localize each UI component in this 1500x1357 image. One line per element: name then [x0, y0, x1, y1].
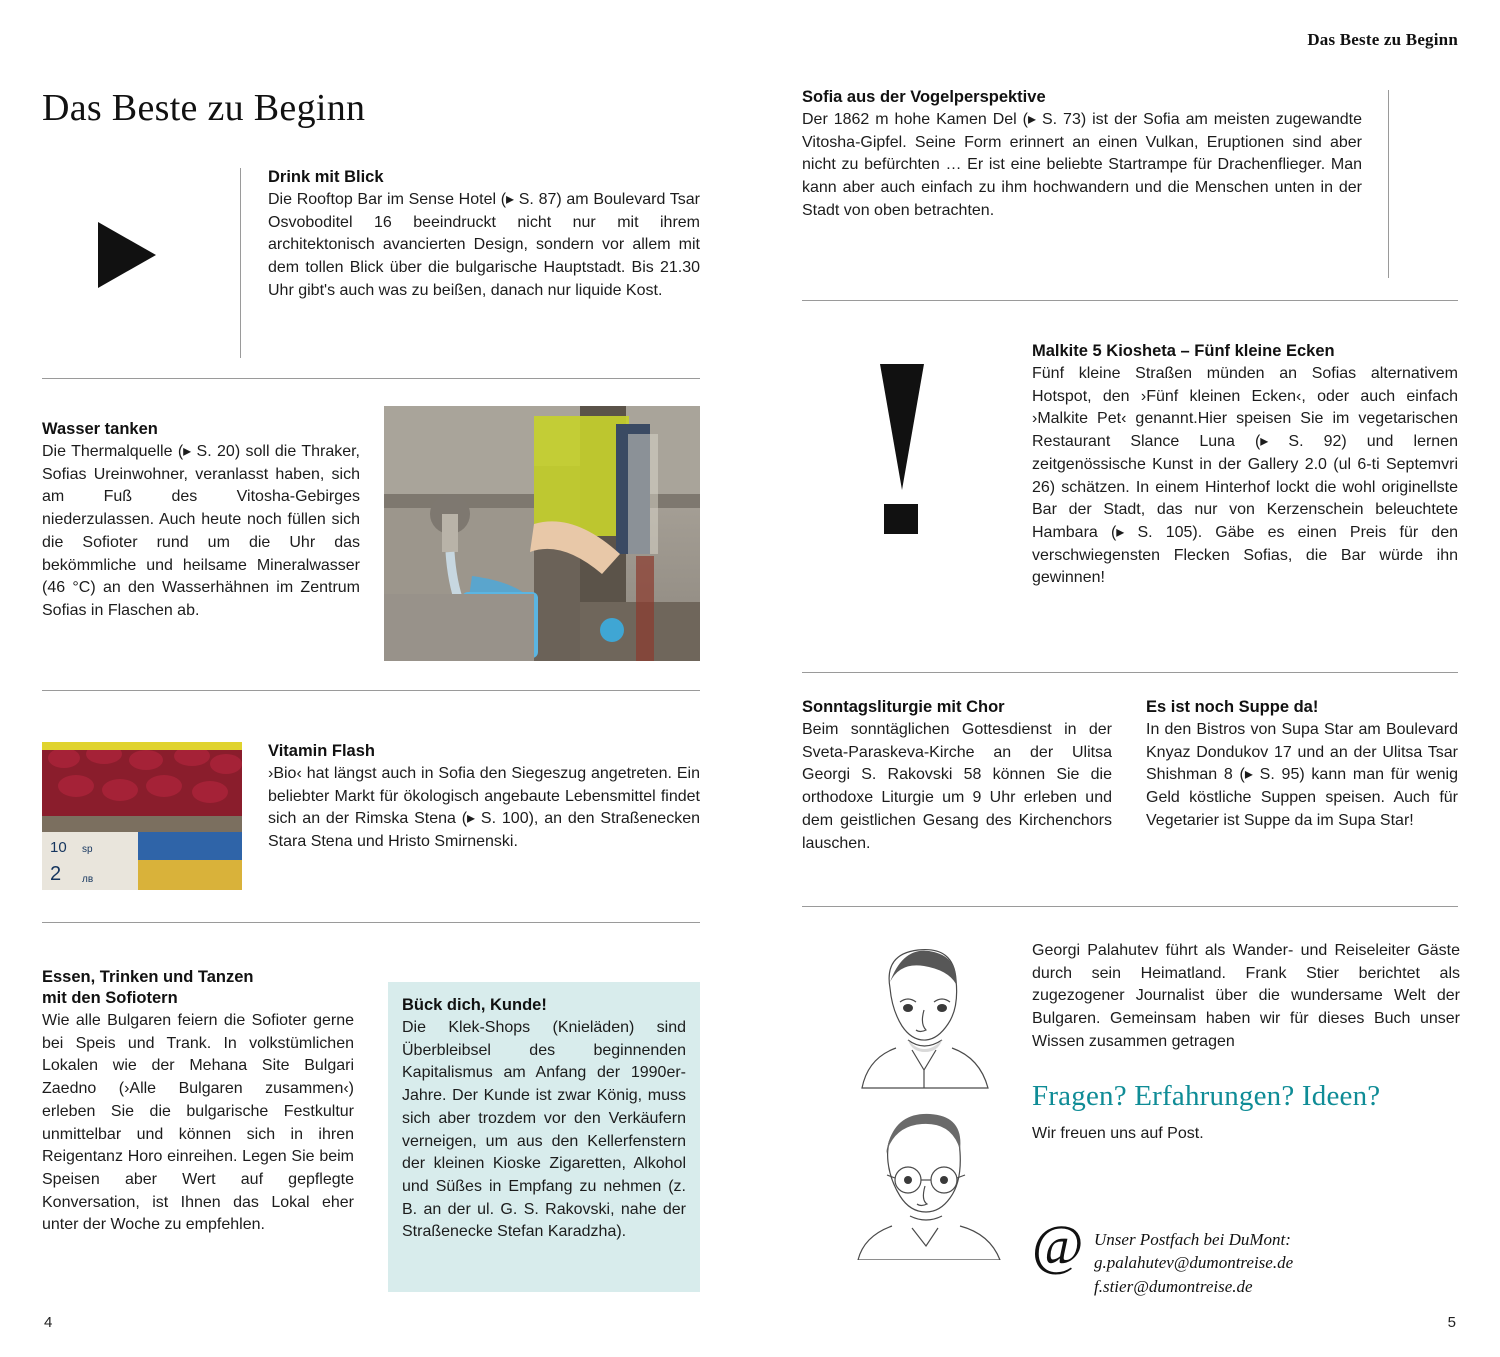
folio-left: 4	[44, 1314, 53, 1331]
section-title: Sonntagsliturgie mit Chor	[802, 698, 1005, 716]
divider-rule	[42, 378, 700, 379]
section-body: Wie alle Bulgaren feiern die Sofioter gerne bei Speis und Trank. In volkstümlichen Lokalen wie der Mehana Site Bulgari Zaedno (›Alle Bulgaren zusammen‹) erleben Sie die bulgarische Festkultur unmittelbar und können sich in ihren Reigentanz Horo einreihen. Legen Sie beim Speisen aber Wert auf gepflegte Konversation, ist Ihnen das Lokal eher unter der Woche zu empfehlen.	[42, 1012, 354, 1234]
divider-rule	[802, 300, 1458, 301]
divider-rule	[42, 922, 700, 923]
exclamation-bar	[880, 364, 924, 490]
svg-text:10: 10	[50, 839, 67, 856]
section-es-ist-noch-suppe-da	[1146, 698, 1458, 833]
section-title-line1: Essen, Trinken und Tanzen	[42, 968, 254, 986]
section-sonntagsliturgie	[802, 698, 1112, 855]
section-body: Die Klek-Shops (Knieläden) sind Überbleibsel des beginnenden Kapitalismus am Anfang der 1990er-Jahre. Der Kunde ist zwar König, muss sich aber trozdem vor den Verkäufern verneigen, um aus den Kellerfenstern der kleinen Kioske Zigaretten, Alkohol und Süßes in Empfang zu nehmen (z. B. an der ul. G. S. Rakovski, nahe der Straßenecke Stefan Karadzha).	[402, 1019, 686, 1241]
section-title: Es ist noch Suppe da!	[1146, 698, 1319, 716]
section-title: Vitamin Flash	[268, 742, 375, 760]
section-body: Der 1862 m hohe Kamen Del (▸ S. 73) ist der Sofia am meisten zugewandte Vitosha-Gipfel. Seine Form erinnert an einen Vulkan, Eruptionen sind aber nicht zu befürchten … Er ist eine beliebte Startrampe für Drachenflieger. Man kann aber auch einfach zu ihm hochwandern und die Menschen unten in der Stadt von oben betrachten.	[802, 111, 1362, 219]
exclamation-dot	[884, 504, 918, 534]
at-sign-icon: @	[1032, 1215, 1084, 1277]
section-title: Malkite 5 Kiosheta – Fünf kleine Ecken	[1032, 342, 1335, 360]
divider-rule	[802, 672, 1458, 673]
photo-water-fountain	[384, 406, 700, 661]
section-essen-trinken-tanzen	[42, 968, 354, 1237]
section-vitamin-flash	[268, 742, 700, 854]
running-head: Das Beste zu Beginn	[1307, 30, 1458, 49]
drink-divider-vertical	[240, 168, 241, 358]
section-body: Fünf kleine Straßen münden an Sofias alternativem Hotspot, den ›Fünf kleinen Ecken‹, oder auch einfach ›Malkite Pet‹ genannt.Hier speisen Sie im vegetarischen Restaurant Slance Luna (▸ S. 92) und lernen zeitgenössische Kunst in der Gallery 2.0 (ul 6-ti Septemvri 26) schätzen. In einem Hinterhof lockt die wohl originellste Bar der Stadt, das nur von Kerzenschein beleuchtete Hambara (▸ S. 105). Gäbe es einen Preis für den verschwiegensten Flecken Sofias, die Bar würde ihn gewinnen!	[1032, 365, 1458, 587]
section-wasser-tanken	[42, 420, 360, 623]
photo-market-peppers	[42, 742, 242, 890]
section-bueck-dich-kunde	[402, 996, 686, 1244]
section-title: Sofia aus der Vogelperspektive	[802, 88, 1046, 106]
section-title: Wasser tanken	[42, 420, 158, 438]
email-georgi[interactable]: g.palahutev@dumontreise.de	[1094, 1253, 1294, 1273]
authors-info	[1032, 940, 1460, 1145]
folio-right: 5	[1447, 1314, 1456, 1331]
section-body: Die Thermalquelle (▸ S. 20) soll die Thraker, Sofias Ureinwohner, veranlasst haben, sich am Fuß des Vitosha-Gebirges niederzulassen. Auch heute noch füllen sich die Sofioter rund um die Uhr das bekömmliche und heilsame Mineralwasser (46 °C) an den Wasserhähnen im Zentrum Sofias in Flaschen ab.	[42, 443, 360, 620]
email-frank[interactable]: f.stier@dumontreise.de	[1094, 1276, 1253, 1296]
page-title: Das Beste zu Beginn	[42, 87, 366, 129]
svg-text:sp: sp	[82, 844, 93, 855]
section-body: ›Bio‹ hat längst auch in Sofia den Siegeszug angetreten. Ein beliebter Markt für ökologisch angebaute Lebensmittel findet sich an der Rimska Stena (▸ S. 100), an den Straßenecken Stara Stena und Hristo Smirnenski.	[268, 765, 700, 851]
section-body: In den Bistros von Supa Star am Boulevard Knyaz Dondukov 17 und an der Ulitsa Tsar Shishman 8 (▸ S. 95) kann man für wenig Geld köstliche Suppen speisen. Auch für Vegetarier ist Suppe da im Supa Star!	[1146, 721, 1458, 829]
sofia-divider-vertical	[1388, 90, 1389, 278]
section-drink-mit-blick	[268, 168, 700, 303]
divider-rule	[802, 906, 1458, 907]
authors-bio: Georgi Palahutev führt als Wander- und Reiseleiter Gäste durch sein Heimatland. Frank Stier berichtet als zugezogener Journalist über die wundersame Welt der Bulgaren. Gemeinsam haben wir für dieses Buch unser Wissen zusammen getragen	[1032, 942, 1460, 1050]
postbox-note	[1094, 1228, 1464, 1298]
section-title: Drink mit Blick	[268, 168, 384, 186]
divider-rule	[42, 690, 700, 691]
svg-text:лв: лв	[82, 874, 94, 885]
section-body: Die Rooftop Bar im Sense Hotel (▸ S. 87) am Boulevard Tsar Osvoboditel 16 beeindruckt nicht nur mit ihrem architektonisch avancierten Design, sondern vor allem mit dem tollen Blick über die bulgarische Hauptstadt. Bis 21.30 Uhr gibt's auch was zu beißen, danach nur liquide Kost.	[268, 191, 700, 299]
svg-text:2: 2	[50, 863, 62, 885]
exclamation-mark-icon	[880, 364, 924, 534]
section-sofia-vogelperspektive	[802, 88, 1362, 223]
postbox-label: Unser Postfach bei DuMont:	[1094, 1230, 1291, 1249]
section-title-line2: mit den Sofiotern	[42, 989, 178, 1007]
authors-heading: Fragen? Erfahrungen? Ideen?	[1032, 1079, 1381, 1112]
authors-subtext: Wir freuen uns auf Post.	[1032, 1124, 1204, 1142]
author-portraits	[838, 930, 1008, 1260]
triangle-play-icon	[98, 222, 156, 288]
section-malkite-5-kiosheta	[1032, 342, 1458, 590]
section-title: Bück dich, Kunde!	[402, 996, 547, 1014]
section-body: Beim sonntäglichen Gottesdienst in der Sveta-Paraskeva-Kirche an der Ulitsa Georgi S. Rakovski 58 können Sie die orthodoxe Liturgie um 9 Uhr erleben und dem geistlichen Gesang des Kirchenchors lauschen.	[802, 721, 1112, 852]
